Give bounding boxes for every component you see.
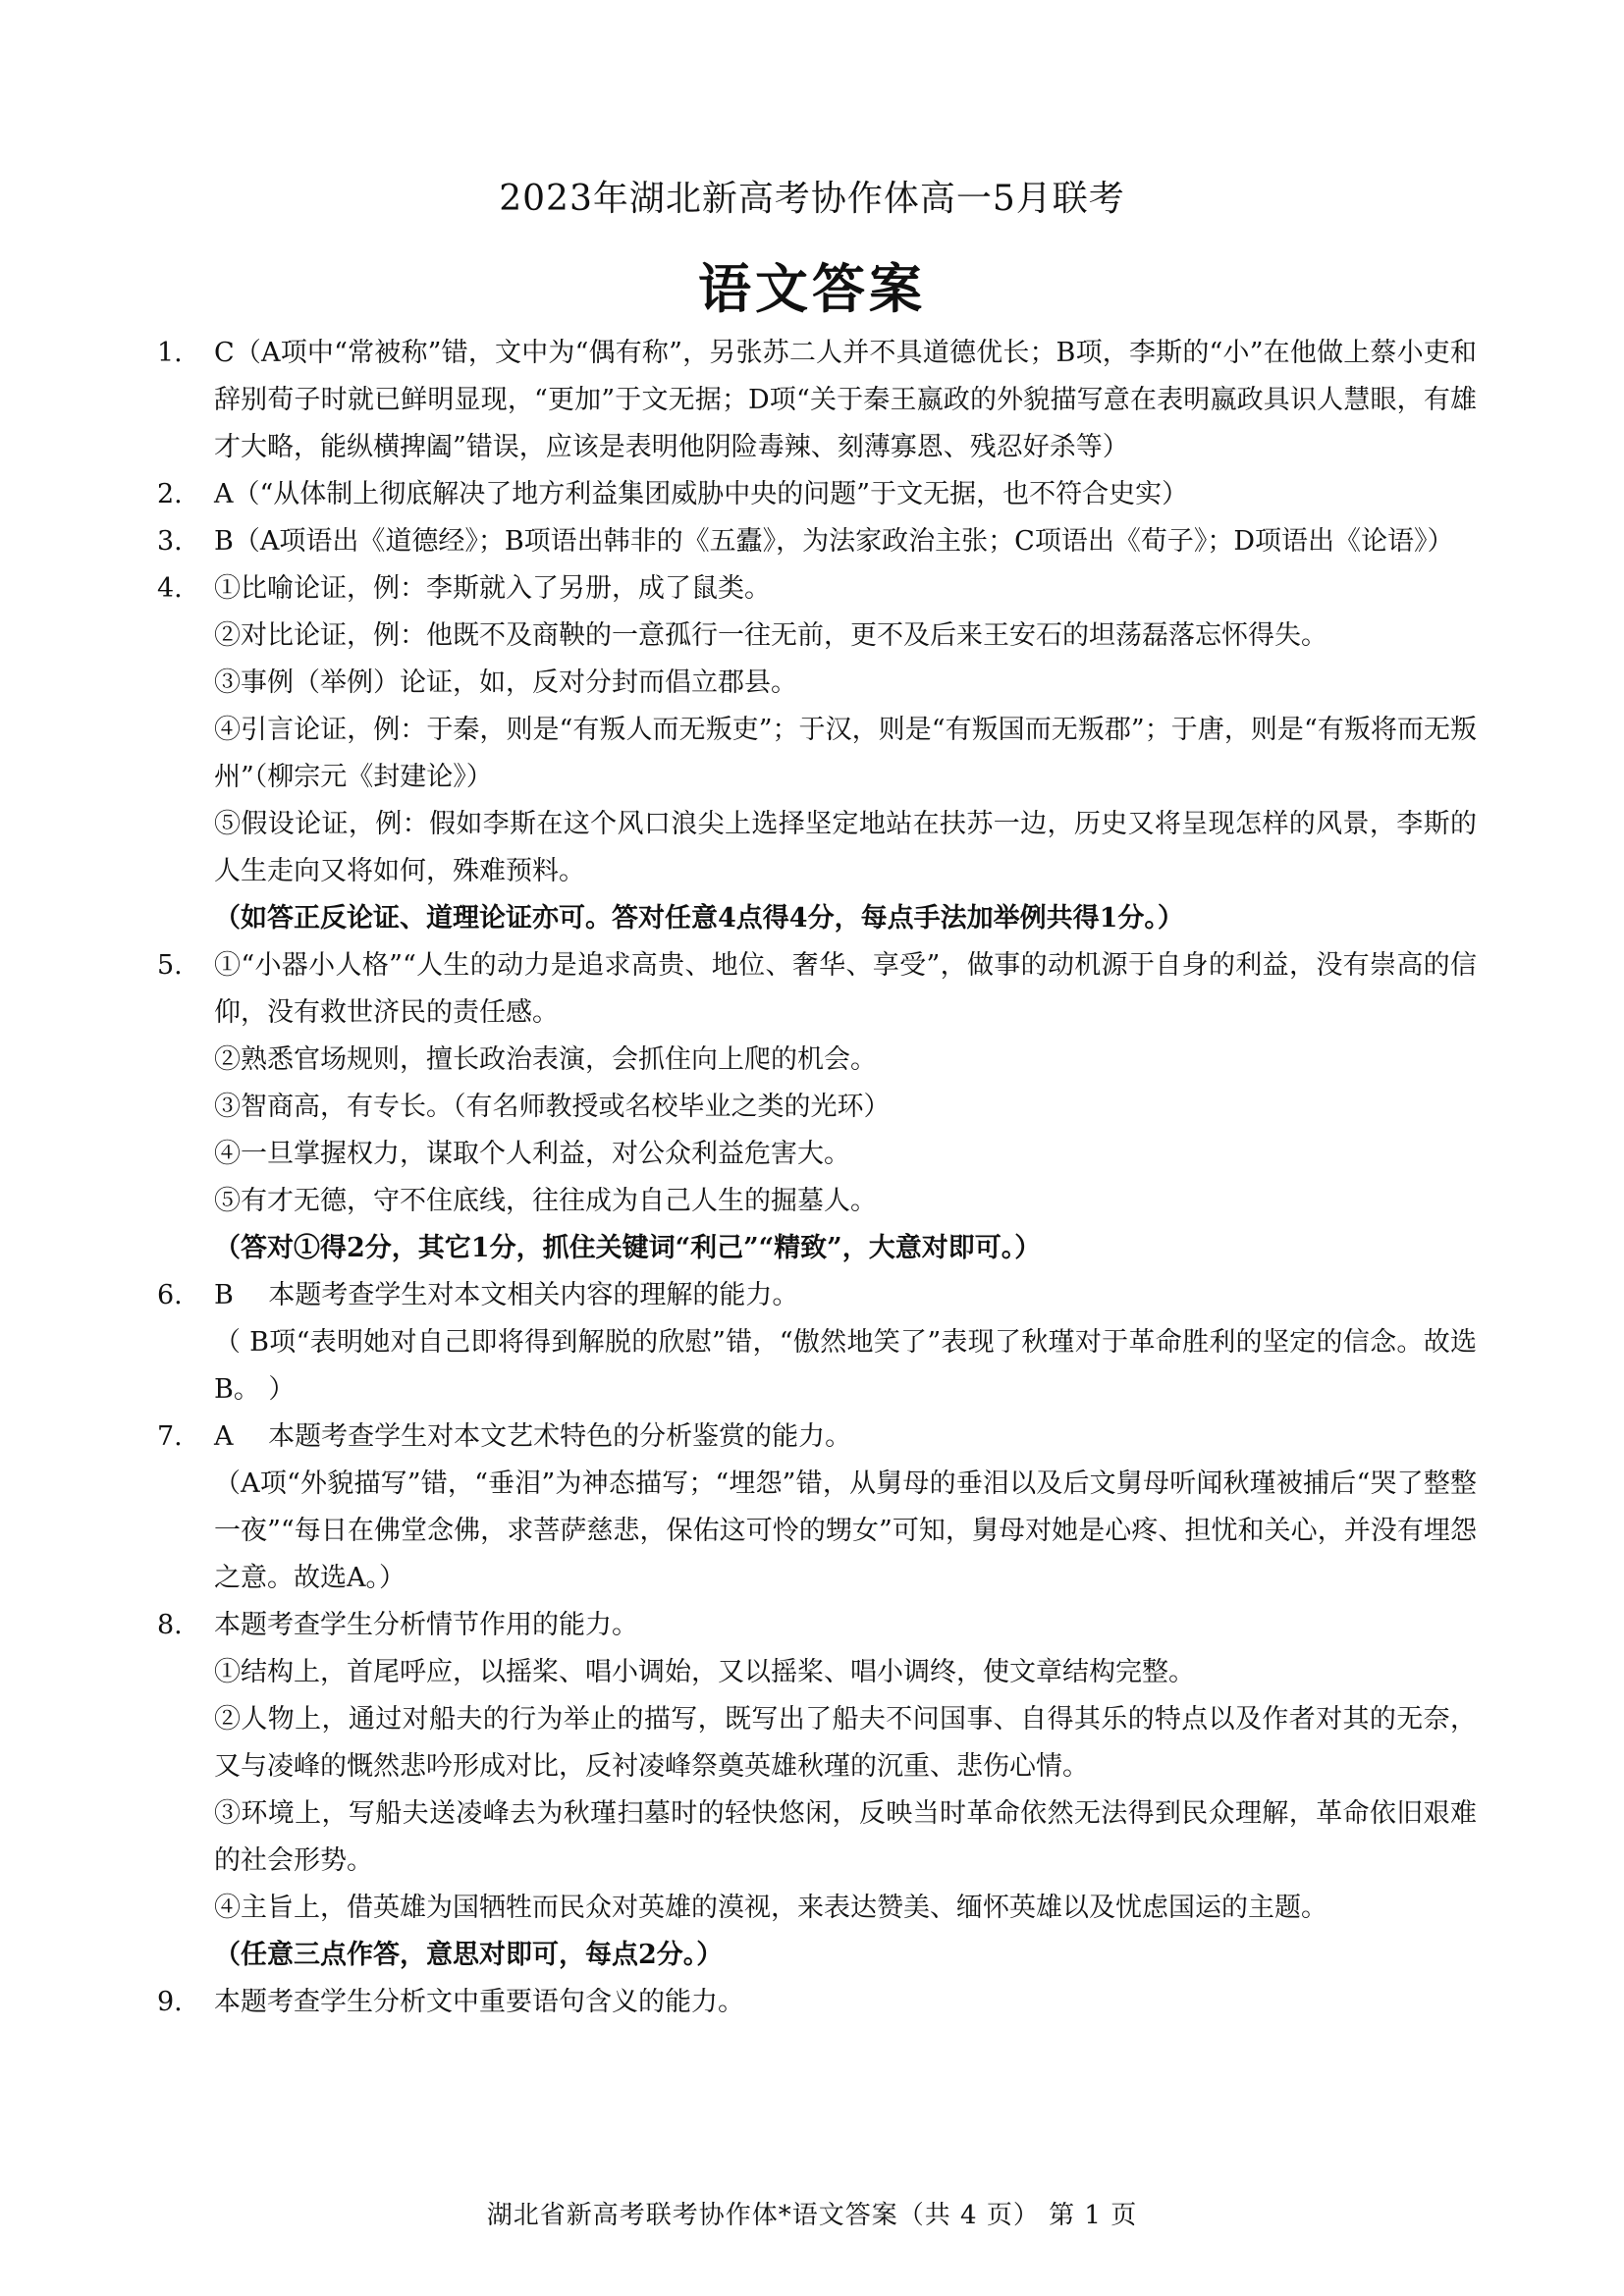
answer-number: 5.: [157, 950, 183, 981]
answer-text: ⑤假设论证，例：假如李斯在这个风口浪尖上选择坚定地站在扶苏一边，历史又将呈现怎样的风景，李斯的人生走向又将如何，殊难预料。: [214, 809, 1477, 886]
answer-text: ③环境上，写船夫送凌峰去为秋瑾扫墓时的轻快悠闲，反映当时革命依然无法得到民众理解，革命依旧艰难的社会形势。: [214, 1798, 1477, 1876]
answer-text: ④主旨上，借英雄为国牺牲而民众对英雄的漠视，来表达赞美、缅怀英雄以及忧虑国运的主题。: [214, 1893, 1327, 1923]
answer-item: [0, 565, 1624, 942]
answer-number: 7.: [157, 1421, 183, 1452]
scoring-note: （答对①得2分，其它1分，抓住关键词“利己”“精致”，大意对即可。）: [214, 1233, 1042, 1263]
answer-number: 6.: [157, 1280, 183, 1310]
answer-text: ②熟悉官场规则，擅长政治表演，会抓住向上爬的机会。: [214, 1044, 877, 1075]
answer-number: 3.: [157, 526, 183, 557]
scoring-note: （如答正反论证、道理论证亦可。答对任意4点得4分，每点手法加举例共得1分。）: [214, 903, 1184, 934]
answer-number: 8.: [157, 1610, 183, 1640]
answer-text: ④一旦掌握权力，谋取个人利益，对公众利益危害大。: [214, 1139, 850, 1169]
answer-text: ②人物上，通过对船夫的行为举止的描写，既写出了船夫不问国事、自得其乐的特点以及作者对其的无奈，又与凌峰的慨然悲吟形成对比，反衬凌峰祭奠英雄秋瑾的沉重、悲伤心情。: [214, 1704, 1477, 1782]
answer-text: ③事例（举例）论证，如，反对分封而倡立郡县。: [214, 667, 797, 698]
document-title: 语文答案: [698, 257, 926, 320]
answer-text: ⑤有才无德，守不住底线，往往成为自己人生的掘墓人。: [214, 1186, 877, 1216]
answer-text: 本题考查学生分析文中重要语句含义的能力。: [214, 1987, 744, 2017]
answer-text: C（A项中“常被称”错，文中为“偶有称”，另张苏二人并不具道德优长；B项，李斯的“小”在他做上蔡小吏和辞别荀子时就已鲜明显现，“更加”于文无据；D项“关于秦王嬴政的外貌描写意在表明嬴政具识人慧眼，有雄才大略，能纵横捭阖”错误，应该是表明他阴险毒辣、刻薄寡恩、残忍好杀等）: [214, 338, 1477, 462]
answer-text: （ B项“表明她对自己即将得到解脱的欣慰”错，“傲然地笑了”表现了秋瑾对于革命胜利的坚定的信念。故选B。 ）: [214, 1327, 1477, 1405]
answer-list: [0, 330, 1624, 2026]
answer-text: ④引言论证，例：于秦，则是“有叛人而无叛吏”；于汉，则是“有叛国而无叛郡”；于唐，则是“有叛将而无叛州”（柳宗元《封建论》）: [214, 715, 1477, 792]
answer-text: 本题考查学生分析情节作用的能力。: [214, 1610, 638, 1640]
answer-text: ①结构上，首尾呼应，以摇桨、唱小调始，又以摇桨、唱小调终，使文章结构完整。: [214, 1657, 1195, 1687]
answer-text: A 本题考查学生对本文艺术特色的分析鉴赏的能力。: [214, 1421, 852, 1452]
exam-title: 2023年湖北新高考协作体高一5月联考: [499, 179, 1125, 219]
answer-item: [0, 518, 1624, 565]
answer-text: B 本题考查学生对本文相关内容的理解的能力。: [214, 1280, 799, 1310]
answer-item: [0, 1272, 1624, 1414]
answer-text: ①比喻论证，例：李斯就入了另册，成了鼠类。: [214, 573, 771, 604]
answer-item: [0, 1602, 1624, 1979]
scoring-note: （任意三点作答，意思对即可，每点2分。）: [214, 1940, 724, 1970]
answer-item: [0, 942, 1624, 1272]
answer-item: [0, 330, 1624, 471]
page-footer: 湖北省新高考联考协作体*语文答案（共 4 页） 第 1 页: [486, 2201, 1138, 2230]
answer-text: （A项“外貌描写”错，“垂泪”为神态描写；“埋怨”错，从舅母的垂泪以及后文舅母听闻秋瑾被捕后“哭了整整一夜”“每日在佛堂念佛，求菩萨慈悲，保佑这可怜的甥女”可知，舅母对她是心疼、担忧和关心，并没有埋怨之意。故选A。）: [214, 1468, 1477, 1593]
answer-number: 9.: [157, 1987, 183, 2017]
answer-text: B（A项语出《道德经》；B项语出韩非的《五蠹》，为法家政治主张；C项语出《荀子》；D项语出《论语》）: [214, 526, 1454, 557]
answer-text: ②对比论证，例：他既不及商鞅的一意孤行一往无前，更不及后来王安石的坦荡磊落忘怀得失。: [214, 620, 1327, 651]
answer-item: [0, 1979, 1624, 2026]
answer-number: 2.: [157, 479, 183, 509]
answer-item: [0, 471, 1624, 518]
answer-text: ①“小器小人格”“人生的动力是追求高贵、地位、奢华、享受”，做事的动机源于自身的利益，没有崇高的信仰，没有救世济民的责任感。: [214, 950, 1477, 1028]
answer-number: 1.: [157, 338, 183, 368]
answer-text: ③智商高，有专长。（有名师教授或名校毕业之类的光环）: [214, 1092, 891, 1122]
answer-item: [0, 1414, 1624, 1602]
answer-text: A（“从体制上彻底解决了地方利益集团威胁中央的问题”于文无据，也不符合史实）: [214, 479, 1189, 509]
answer-number: 4.: [157, 573, 183, 604]
